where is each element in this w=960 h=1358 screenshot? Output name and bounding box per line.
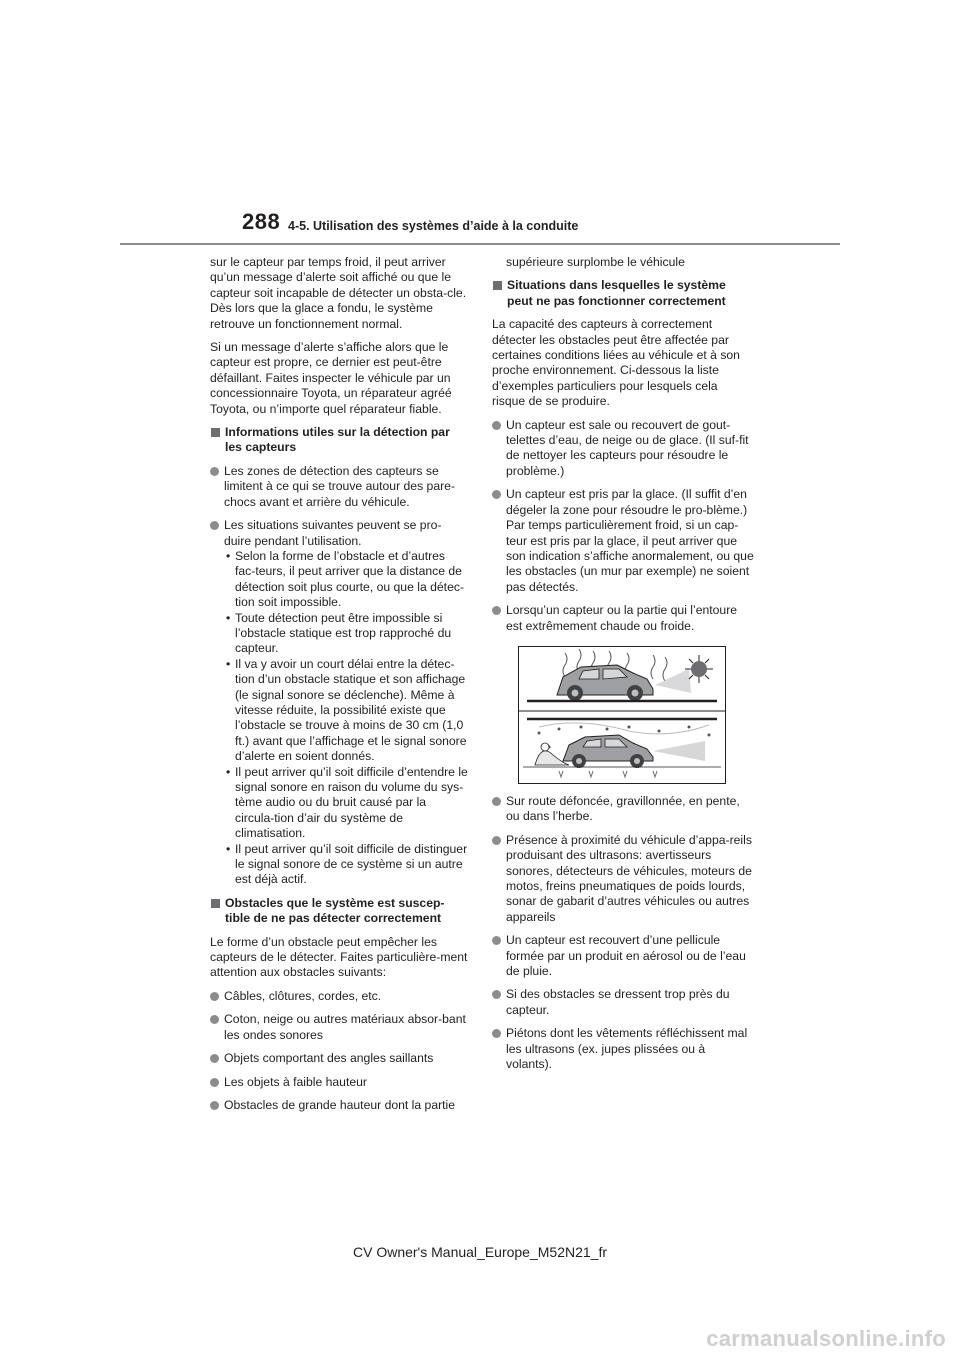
bullet-dot-icon [492, 836, 501, 845]
list-item-text: Les objets à faible hauteur [224, 1074, 367, 1089]
bullet-dot-icon [492, 421, 501, 430]
list-item [210, 1012, 468, 1043]
bullet-dot-icon [210, 1078, 219, 1087]
sub-item: • Il peut arriver qu’il soit difficile d’entendre le signal sonore en raison du volume du sys-tème audio ou du bruit causé par la circula-tion d’air du système de climatisation. [226, 764, 468, 841]
list-item-text: Lorsqu’un capteur ou la partie qui l’entoure est extrêmement chaude ou froide. [506, 603, 738, 633]
list-item-text: Les situations suivantes peuvent se pro-duire pendant l’utilisation. [224, 518, 442, 548]
bullet-dot-icon [492, 797, 501, 806]
paragraph: Si un message d’alerte s’affiche alors que le capteur est propre, ce dernier est peut-être défaillant. Faites inspecter le véhicule par un concessionnaire Toyota, un réparateur agréé Toyota, ou n’importe quel réparateur fiable. [210, 340, 452, 416]
sub-item-text: Selon la forme de l’obstacle et d’autres fac-teurs, il peut arriver que la distance de détection soit plus courte, ou que la détec-tion soit impossible. [235, 548, 464, 610]
bullet-dot-icon [210, 992, 219, 1001]
heading-square-icon [211, 428, 220, 437]
car-heat-illustration [527, 649, 717, 701]
list-item-text: Piétons dont les vêtements réfléchissent mal les ultrasons (ex. jupes plissées ou à volants). [506, 1026, 748, 1072]
bullet-dot-icon [210, 1015, 219, 1024]
list-item [210, 1098, 468, 1113]
header-divider [120, 243, 840, 245]
sub-item: • Il va y avoir un court délai entre la détec-tion d’un obstacle statique et son affichage (le signal sonore se déclenche). Même à vitesse réduite, la possibilité existe que l’obstacle se trouve à moins de 30 cm (1,0 ft.) avant que l’affichage et le signal sonore d’alerte en soient donnés. [226, 656, 467, 764]
list-item-text: Présence à proximité du véhicule d’appa-reils produisant des ultrasons: avertisseurs sonores, détecteurs de véhicules, moteurs de motos, freins pneumatiques de poids lourds, sonar de gabarit d’autres véhicules ou autres appareils [506, 832, 752, 924]
list-item [492, 603, 754, 634]
list-item [210, 989, 468, 1004]
heading-text: Obstacles que le système est suscep-tible de ne pas détecter correctement [225, 895, 445, 926]
right-column [492, 255, 754, 1080]
bullet-dot-icon [210, 1101, 219, 1110]
page-footer: CV Owner's Manual_Europe_M52N21_fr [352, 1244, 608, 1260]
list-item-text: Si des obstacles se dressent trop près du capteur. [506, 987, 730, 1017]
paragraph: La capacité des capteurs à correctement détecter les obstacles peut être affectée par certaines conditions liées au véhicule et à son proche environnement. Ci-dessous la liste d’exemples particuliers pour lesquels cela risque de se produire. [492, 317, 740, 409]
bullet-dot-icon [210, 521, 219, 530]
list-item [210, 518, 468, 888]
list-item-text: Les zones de détection des capteurs se limitent à ce qui se trouve autour des pare-chocs avant et arrière du véhicule. [224, 463, 456, 509]
list-item-text: Un capteur est pris par la glace. (Il suffit d’en dégeler la zone pour résoudre le pro-blème.) [506, 487, 748, 517]
list-item [492, 933, 754, 979]
bullet-dot-icon [492, 936, 501, 945]
list-item [210, 1051, 468, 1066]
list-item-text: Câbles, clôtures, cordes, etc. [224, 988, 382, 1003]
bullet-dot-icon [492, 990, 501, 999]
sub-item-text: Il peut arriver qu’il soit difficile d’entendre le signal sonore en raison du volume du sys-tème audio ou du bruit causé par la circula-tion d’air du système de climatisation. [235, 764, 468, 841]
sub-item-text: Toute détection peut être impossible si l’obstacle statique est trop rapproché du capteur. [235, 610, 452, 656]
list-item [492, 833, 754, 925]
page-header [0, 0, 960, 250]
list-item [210, 464, 468, 510]
section-heading [210, 425, 468, 456]
list-item [492, 987, 754, 1018]
section-heading [210, 896, 468, 927]
heading-square-icon [211, 899, 220, 908]
illustration-figure [518, 646, 726, 784]
list-item [492, 794, 754, 825]
bullet-dot-icon [492, 1029, 501, 1038]
list-item-text: Obstacles de grande hauteur dont la partie [224, 1097, 456, 1112]
page-number: 288 [242, 209, 281, 234]
list-item-text: Objets comportant des angles saillants [224, 1051, 434, 1066]
paragraph: sur le capteur par temps froid, il peut arriver qu’un message d’alerte soit affiché ou que le capteur soit incapable de détecter un obsta-cle. Dès lors que la glace a fondu, le système retrouve un fonctionnement normal. [210, 255, 467, 331]
list-item [492, 487, 754, 595]
list-item [210, 1075, 468, 1090]
list-item [492, 418, 754, 480]
list-item-note: Par temps particulièrement froid, si un cap-teur est pris par la glace, il peut arriver que son indication s’affiche anormalement, ou que les obstacles (un mur par exemple) ne soient pas détectés. [506, 518, 754, 594]
bullet-dot-icon [210, 1054, 219, 1063]
bullet-dot-icon [492, 490, 501, 499]
heading-text: Informations utiles sur la détection par les capteurs [225, 425, 450, 455]
sub-item: • Toute détection peut être impossible si l’obstacle statique est trop rapproché du capteur. [226, 610, 452, 656]
section-title: 4-5. Utilisation des systèmes d’aide à la conduite [288, 219, 579, 233]
sub-item-text: Il peut arriver qu’il soit difficile de distinguer le signal sonore de ce système si un autre est déjà actif. [235, 841, 468, 887]
bullet-dot-icon [492, 606, 501, 615]
watermark: carmanualsonline.info [706, 1326, 946, 1351]
sub-item-text: Il va y avoir un court délai entre la détec-tion d’un obstacle statique et son affichage (le signal sonore se déclenche). Même à vitesse réduite, la possibilité existe que l’obstacle se trouve à moins de 30 cm (1,0 ft.) avant que l’affichage et le signal sonore d’alerte en soient donnés. [235, 656, 467, 764]
list-item-text: Un capteur est sale ou recouvert de gout-telettes d’eau, de neige ou de glace. (Il suf-fit de nettoyer les capteurs pour résoudre le problème.) [506, 417, 749, 478]
paragraph: supérieure surplombe le véhicule [506, 255, 685, 269]
section-heading [492, 278, 754, 309]
sub-item: • Selon la forme de l’obstacle et d’autres fac-teurs, il peut arriver que la distance de détection soit plus courte, ou que la détec-tion soit impossible. [226, 548, 464, 610]
sub-item: • Il peut arriver qu’il soit difficile de distinguer le signal sonore de ce système si un autre est déjà actif. [226, 841, 468, 887]
list-item-text: Coton, neige ou autres matériaux absor-bant les ondes sonores [224, 1012, 466, 1042]
left-column [210, 255, 468, 1121]
list-item [492, 1026, 754, 1072]
bullet-dot-icon [210, 467, 219, 476]
list-item-text: Un capteur est recouvert d’une pellicule formée par un produit en aérosol ou de l’eau de pluie. [506, 933, 746, 978]
paragraph: Le forme d’un obstacle peut empêcher les capteurs de le détecter. Faites particulière-ment attention aux obstacles suivants: [210, 934, 468, 980]
car-sensor-illustration [519, 647, 725, 783]
heading-text: Situations dans lesquelles le système peut ne pas fonctionner correctement [507, 278, 726, 308]
heading-square-icon [493, 281, 502, 290]
car-snow-illustration [523, 719, 721, 777]
list-item-text: Sur route défoncée, gravillonnée, en pente, ou dans l’herbe. [506, 793, 740, 824]
